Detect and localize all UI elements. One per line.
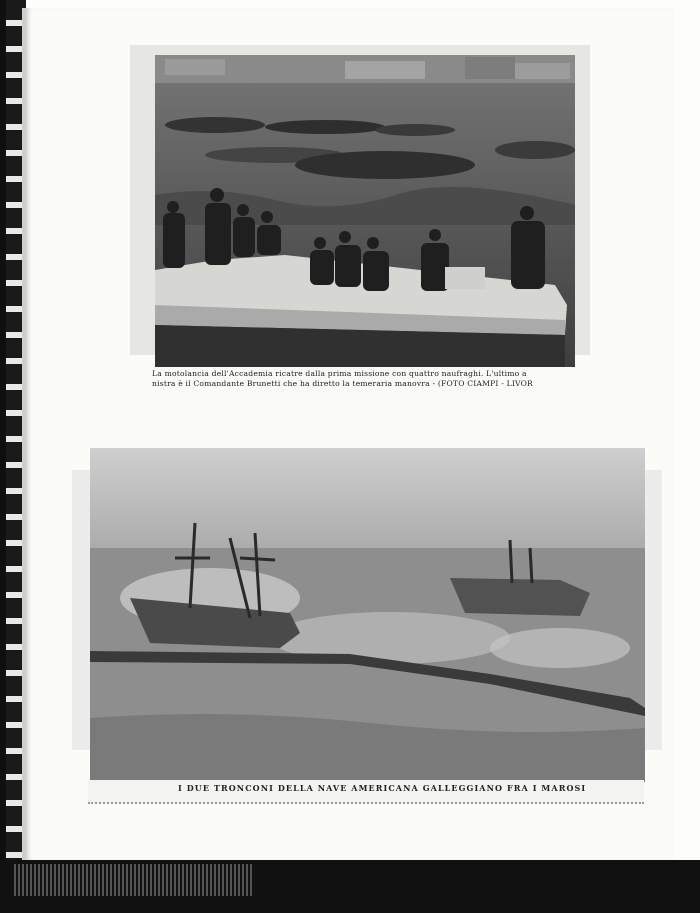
caption-photo-1 bbox=[152, 367, 562, 395]
caption-line-2: nistra è il Comandante Brunetti che ha diretto la temeraria manovra - (FOTO CIAMPI - LIVOR bbox=[152, 379, 533, 388]
caption-photo-2: I DUE TRONCONI DELLA NAVE AMERICANA GALLEGGIANO FRA I MAROSI bbox=[178, 783, 587, 793]
broken-ship-photo-icon bbox=[90, 448, 645, 782]
caption-line-1: La motolancia dell'Accademia ricatre dalla prima missione con quattro naufraghi. L'ultimo a bbox=[152, 369, 527, 378]
lifeboat-rescue-photo-icon bbox=[155, 55, 575, 367]
page-right-margin bbox=[674, 0, 700, 860]
scanner-stripes bbox=[14, 864, 254, 896]
